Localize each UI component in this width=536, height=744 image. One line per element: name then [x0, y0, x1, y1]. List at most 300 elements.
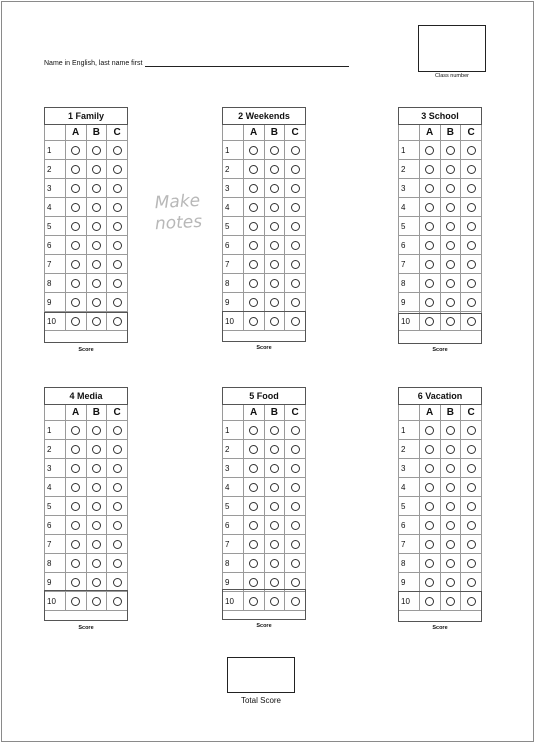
question-row [399, 516, 482, 535]
answer-bubble-b[interactable] [92, 426, 101, 435]
answer-cell [86, 141, 107, 160]
answer-bubble-b[interactable] [92, 279, 101, 288]
answer-cell [243, 554, 264, 573]
answer-bubble-c[interactable] [291, 464, 300, 473]
answer-bubble-a[interactable] [71, 222, 80, 231]
answer-bubble-a[interactable] [425, 165, 434, 174]
score-box[interactable] [398, 591, 482, 622]
answer-bubble-a[interactable] [425, 146, 434, 155]
answer-cell [285, 160, 306, 179]
answer-bubble-b[interactable] [270, 146, 279, 155]
answer-bubble-c[interactable] [467, 502, 476, 511]
answer-bubble-c[interactable] [467, 298, 476, 307]
answer-grid-section-6 [398, 387, 482, 611]
question-row [45, 274, 128, 293]
answer-bubble-c[interactable] [467, 222, 476, 231]
answer-bubble-c[interactable] [467, 184, 476, 193]
answer-cell [243, 516, 264, 535]
question-number: 2 [45, 160, 66, 179]
question-row [399, 236, 482, 255]
answer-bubble-c[interactable] [113, 146, 122, 155]
answer-bubble-c[interactable] [113, 222, 122, 231]
header-blank-cell [399, 125, 420, 141]
answer-bubble-a[interactable] [425, 464, 434, 473]
answer-bubble-a[interactable] [249, 483, 258, 492]
answer-cell [419, 160, 440, 179]
answer-bubble-b[interactable] [92, 445, 101, 454]
answer-cell [440, 293, 461, 312]
answer-bubble-b[interactable] [92, 559, 101, 568]
score-box[interactable] [222, 589, 306, 620]
question-row [45, 293, 128, 312]
answer-cell [419, 179, 440, 198]
answer-bubble-a[interactable] [71, 279, 80, 288]
answer-bubble-c[interactable] [467, 559, 476, 568]
answer-bubble-a[interactable] [425, 483, 434, 492]
answer-bubble-b[interactable] [446, 483, 455, 492]
answer-bubble-c[interactable] [467, 203, 476, 212]
option-header-c: C [285, 405, 306, 421]
class-number-box[interactable] [418, 25, 486, 72]
question-number: 6 [399, 236, 420, 255]
answer-bubble-a[interactable] [71, 165, 80, 174]
answer-bubble-a[interactable] [425, 578, 434, 587]
question-number: 1 [399, 421, 420, 440]
answer-bubble-b[interactable] [92, 165, 101, 174]
answer-cell [461, 198, 482, 217]
answer-bubble-c[interactable] [113, 540, 122, 549]
answer-bubble-a[interactable] [425, 426, 434, 435]
answer-cell [419, 217, 440, 236]
answer-bubble-a[interactable] [71, 502, 80, 511]
question-number: 10 [223, 312, 244, 331]
question-row [45, 236, 128, 255]
answer-table [398, 107, 482, 331]
answer-bubble-c[interactable] [291, 203, 300, 212]
question-row [399, 573, 482, 592]
answer-bubble-a[interactable] [425, 260, 434, 269]
answer-bubble-b[interactable] [446, 540, 455, 549]
score-box[interactable] [44, 590, 128, 621]
answer-bubble-a[interactable] [425, 540, 434, 549]
answer-bubble-b[interactable] [92, 521, 101, 530]
question-number: 9 [399, 293, 420, 312]
question-number: 4 [45, 478, 66, 497]
answer-cell [264, 179, 285, 198]
answer-bubble-b[interactable] [92, 483, 101, 492]
answer-bubble-b[interactable] [446, 184, 455, 193]
answer-bubble-c[interactable] [291, 483, 300, 492]
answer-cell [243, 198, 264, 217]
answer-bubble-a[interactable] [425, 222, 434, 231]
answer-cell [419, 535, 440, 554]
answer-bubble-b[interactable] [446, 222, 455, 231]
answer-cell [107, 421, 128, 440]
answer-cell [243, 459, 264, 478]
question-row [45, 459, 128, 478]
answer-bubble-a[interactable] [249, 279, 258, 288]
answer-bubble-b[interactable] [270, 502, 279, 511]
answer-bubble-c[interactable] [113, 559, 122, 568]
answer-bubble-b[interactable] [270, 521, 279, 530]
question-row [223, 554, 306, 573]
answer-cell [461, 217, 482, 236]
answer-bubble-a[interactable] [425, 298, 434, 307]
header-blank-cell [45, 125, 66, 141]
answer-cell [285, 141, 306, 160]
answer-cell [285, 459, 306, 478]
answer-bubble-a[interactable] [71, 521, 80, 530]
answer-bubble-a[interactable] [71, 483, 80, 492]
answer-cell [65, 217, 86, 236]
answer-cell [65, 478, 86, 497]
answer-bubble-c[interactable] [467, 279, 476, 288]
question-row [223, 421, 306, 440]
answer-cell [419, 255, 440, 274]
answer-bubble-a[interactable] [71, 203, 80, 212]
answer-bubble-a[interactable] [425, 559, 434, 568]
answer-bubble-b[interactable] [446, 260, 455, 269]
answer-bubble-a[interactable] [249, 426, 258, 435]
question-number: 6 [45, 516, 66, 535]
question-row [45, 554, 128, 573]
question-number: 8 [223, 554, 244, 573]
answer-bubble-b[interactable] [92, 540, 101, 549]
answer-bubble-c[interactable] [467, 241, 476, 250]
question-row [45, 535, 128, 554]
answer-bubble-b[interactable] [446, 426, 455, 435]
answer-bubble-a[interactable] [249, 578, 258, 587]
answer-cell [264, 535, 285, 554]
answer-cell [419, 236, 440, 255]
answer-bubble-c[interactable] [291, 540, 300, 549]
question-row [223, 236, 306, 255]
answer-bubble-a[interactable] [249, 298, 258, 307]
answer-cell [107, 236, 128, 255]
answer-bubble-b[interactable] [270, 241, 279, 250]
answer-bubble-c[interactable] [291, 146, 300, 155]
answer-bubble-c[interactable] [467, 521, 476, 530]
answer-cell [86, 459, 107, 478]
answer-bubble-c[interactable] [467, 445, 476, 454]
answer-bubble-b[interactable] [270, 540, 279, 549]
answer-bubble-c[interactable] [291, 445, 300, 454]
answer-bubble-b[interactable] [270, 559, 279, 568]
answer-bubble-b[interactable] [446, 298, 455, 307]
answer-table [44, 387, 128, 611]
answer-bubble-b[interactable] [446, 203, 455, 212]
answer-bubble-a[interactable] [71, 146, 80, 155]
answer-bubble-b[interactable] [270, 260, 279, 269]
answer-cell [440, 516, 461, 535]
answer-cell [285, 236, 306, 255]
total-score-box[interactable] [227, 657, 295, 693]
answer-bubble-c[interactable] [291, 222, 300, 231]
answer-bubble-c[interactable] [291, 241, 300, 250]
watermark-line-2: notes [154, 211, 203, 235]
answer-cell [107, 160, 128, 179]
score-box[interactable] [398, 313, 482, 344]
answer-bubble-c[interactable] [467, 146, 476, 155]
answer-grid-section-3 [398, 107, 482, 331]
answer-bubble-c[interactable] [113, 426, 122, 435]
answer-bubble-c[interactable] [113, 578, 122, 587]
question-number: 7 [45, 255, 66, 274]
answer-bubble-c[interactable] [113, 260, 122, 269]
answer-bubble-b[interactable] [446, 578, 455, 587]
answer-bubble-c[interactable] [467, 464, 476, 473]
answer-bubble-a[interactable] [249, 165, 258, 174]
answer-cell [243, 535, 264, 554]
answer-bubble-c[interactable] [113, 445, 122, 454]
answer-bubble-c[interactable] [113, 502, 122, 511]
answer-bubble-a[interactable] [425, 184, 434, 193]
answer-cell [264, 160, 285, 179]
score-label: Score [432, 347, 448, 353]
answer-cell [440, 217, 461, 236]
question-number: 2 [223, 160, 244, 179]
answer-cell [243, 478, 264, 497]
answer-bubble-b[interactable] [92, 184, 101, 193]
answer-cell [86, 421, 107, 440]
score-box[interactable] [44, 312, 128, 343]
answer-bubble-b[interactable] [92, 222, 101, 231]
answer-bubble-b[interactable] [446, 279, 455, 288]
answer-cell [419, 274, 440, 293]
answer-bubble-a[interactable] [71, 578, 80, 587]
answer-bubble-c[interactable] [467, 578, 476, 587]
question-number: 4 [223, 198, 244, 217]
answer-cell [107, 440, 128, 459]
option-header-a: A [419, 405, 440, 421]
answer-cell [107, 497, 128, 516]
option-header-b: B [86, 405, 107, 421]
answer-cell [107, 554, 128, 573]
question-number: 1 [45, 421, 66, 440]
answer-bubble-b[interactable] [92, 298, 101, 307]
answer-bubble-c[interactable] [467, 540, 476, 549]
answer-bubble-a[interactable] [249, 222, 258, 231]
answer-cell [440, 459, 461, 478]
answer-bubble-c[interactable] [467, 260, 476, 269]
answer-grid-section-2 [222, 107, 306, 331]
question-number: 1 [223, 141, 244, 160]
answer-bubble-b[interactable] [92, 203, 101, 212]
answer-bubble-a[interactable] [249, 146, 258, 155]
answer-bubble-c[interactable] [113, 203, 122, 212]
answer-table [222, 107, 306, 331]
answer-bubble-b[interactable] [92, 241, 101, 250]
answer-bubble-c[interactable] [113, 241, 122, 250]
answer-bubble-b[interactable] [270, 483, 279, 492]
answer-bubble-b[interactable] [446, 502, 455, 511]
answer-bubble-b[interactable] [270, 426, 279, 435]
option-header-a: A [419, 125, 440, 141]
answer-cell [264, 497, 285, 516]
answer-bubble-a[interactable] [249, 184, 258, 193]
question-number: 10 [45, 312, 66, 331]
answer-bubble-b[interactable] [270, 298, 279, 307]
answer-cell [461, 459, 482, 478]
answer-bubble-a[interactable] [425, 241, 434, 250]
answer-bubble-c[interactable] [113, 184, 122, 193]
answer-bubble-c[interactable] [291, 559, 300, 568]
question-number: 8 [399, 274, 420, 293]
answer-bubble-a[interactable] [71, 445, 80, 454]
answer-cell [461, 179, 482, 198]
answer-bubble-a[interactable] [249, 445, 258, 454]
answer-bubble-b[interactable] [446, 445, 455, 454]
question-row [45, 179, 128, 198]
answer-cell [264, 440, 285, 459]
answer-bubble-a[interactable] [71, 426, 80, 435]
answer-cell [419, 497, 440, 516]
answer-bubble-b[interactable] [92, 464, 101, 473]
name-blank-line[interactable] [145, 60, 349, 67]
question-number: 7 [399, 535, 420, 554]
answer-bubble-b[interactable] [446, 521, 455, 530]
option-header-b: B [264, 405, 285, 421]
answer-bubble-b[interactable] [270, 222, 279, 231]
answer-bubble-a[interactable] [249, 260, 258, 269]
question-row [223, 440, 306, 459]
answer-cell [107, 459, 128, 478]
question-row [399, 459, 482, 478]
answer-cell [419, 554, 440, 573]
answer-cell [461, 141, 482, 160]
name-field [44, 60, 349, 67]
answer-bubble-a[interactable] [249, 502, 258, 511]
question-number: 1 [45, 141, 66, 160]
answer-bubble-c[interactable] [291, 165, 300, 174]
answer-bubble-a[interactable] [425, 502, 434, 511]
answer-bubble-c[interactable] [291, 298, 300, 307]
answer-bubble-c[interactable] [113, 165, 122, 174]
answer-cell [461, 573, 482, 592]
answer-cell [419, 516, 440, 535]
answer-cell [65, 554, 86, 573]
answer-bubble-a[interactable] [71, 184, 80, 193]
question-number: 9 [223, 293, 244, 312]
answer-bubble-a[interactable] [249, 464, 258, 473]
question-row [223, 255, 306, 274]
answer-bubble-b[interactable] [92, 260, 101, 269]
answer-bubble-a[interactable] [71, 464, 80, 473]
answer-bubble-b[interactable] [92, 146, 101, 155]
question-number: 3 [399, 459, 420, 478]
score-box[interactable] [222, 311, 306, 342]
answer-bubble-a[interactable] [71, 241, 80, 250]
option-header-a: A [65, 405, 86, 421]
question-number: 7 [45, 535, 66, 554]
answer-cell [107, 274, 128, 293]
answer-cell [285, 274, 306, 293]
answer-bubble-b[interactable] [270, 578, 279, 587]
answer-bubble-a[interactable] [71, 540, 80, 549]
answer-bubble-a[interactable] [71, 559, 80, 568]
option-header-c: C [285, 125, 306, 141]
question-number: 4 [399, 198, 420, 217]
answer-bubble-a[interactable] [249, 540, 258, 549]
answer-bubble-b[interactable] [270, 464, 279, 473]
answer-bubble-c[interactable] [113, 483, 122, 492]
answer-bubble-a[interactable] [425, 203, 434, 212]
answer-bubble-a[interactable] [71, 298, 80, 307]
answer-bubble-c[interactable] [467, 165, 476, 174]
question-row [223, 478, 306, 497]
answer-bubble-c[interactable] [291, 578, 300, 587]
answer-cell [65, 459, 86, 478]
answer-bubble-a[interactable] [425, 279, 434, 288]
question-number: 10 [45, 592, 66, 611]
question-row [223, 217, 306, 236]
answer-bubble-c[interactable] [291, 502, 300, 511]
answer-cell [264, 478, 285, 497]
answer-bubble-c[interactable] [291, 426, 300, 435]
answer-cell [419, 478, 440, 497]
answer-bubble-a[interactable] [249, 241, 258, 250]
option-header-a: A [243, 125, 264, 141]
answer-bubble-b[interactable] [446, 559, 455, 568]
answer-bubble-c[interactable] [113, 298, 122, 307]
answer-bubble-a[interactable] [425, 521, 434, 530]
answer-bubble-a[interactable] [425, 445, 434, 454]
answer-cell [264, 274, 285, 293]
answer-bubble-b[interactable] [446, 146, 455, 155]
answer-bubble-b[interactable] [270, 165, 279, 174]
question-row [45, 497, 128, 516]
answer-bubble-b[interactable] [92, 578, 101, 587]
answer-bubble-c[interactable] [467, 426, 476, 435]
score-label: Score [256, 623, 272, 629]
answer-bubble-c[interactable] [113, 279, 122, 288]
answer-bubble-b[interactable] [92, 502, 101, 511]
answer-cell [243, 217, 264, 236]
answer-bubble-c[interactable] [291, 279, 300, 288]
question-number: 2 [45, 440, 66, 459]
answer-bubble-b[interactable] [446, 464, 455, 473]
answer-bubble-a[interactable] [249, 521, 258, 530]
question-number: 5 [399, 497, 420, 516]
answer-bubble-c[interactable] [291, 521, 300, 530]
answer-cell [243, 141, 264, 160]
answer-bubble-c[interactable] [467, 483, 476, 492]
question-row [399, 217, 482, 236]
question-number: 6 [399, 516, 420, 535]
answer-bubble-c[interactable] [113, 464, 122, 473]
section-title: 5 Food [223, 388, 306, 405]
answer-bubble-b[interactable] [270, 445, 279, 454]
answer-bubble-b[interactable] [270, 203, 279, 212]
answer-bubble-c[interactable] [291, 260, 300, 269]
answer-cell [419, 459, 440, 478]
section-title: 1 Family [45, 108, 128, 125]
option-header-b: B [440, 125, 461, 141]
question-row [399, 554, 482, 573]
question-row [223, 198, 306, 217]
question-number: 3 [223, 459, 244, 478]
answer-bubble-a[interactable] [249, 559, 258, 568]
answer-bubble-b[interactable] [446, 241, 455, 250]
answer-bubble-a[interactable] [71, 260, 80, 269]
answer-bubble-b[interactable] [446, 165, 455, 174]
answer-bubble-c[interactable] [291, 184, 300, 193]
answer-cell [264, 217, 285, 236]
answer-bubble-a[interactable] [249, 203, 258, 212]
answer-bubble-b[interactable] [270, 184, 279, 193]
answer-bubble-c[interactable] [113, 521, 122, 530]
answer-bubble-b[interactable] [270, 279, 279, 288]
